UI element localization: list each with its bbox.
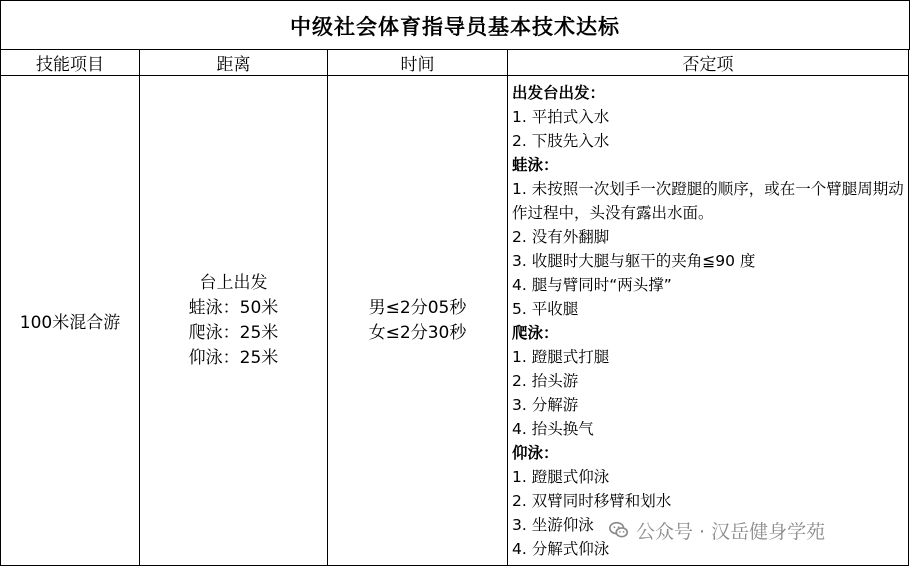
- list-item: 1. 蹬腿式打腿: [512, 348, 610, 366]
- header-skill: 技能项目: [0, 49, 139, 76]
- skill-name: 100米混合游: [19, 313, 121, 333]
- table-title-row: [0, 0, 910, 50]
- list-item: 2. 双臂同时移臂和划水: [512, 492, 672, 510]
- list-item: 5. 平收腿: [512, 300, 579, 318]
- list-item: 4. 抬头换气: [512, 420, 594, 438]
- list-item: 1. 蹬腿式仰泳: [512, 468, 610, 486]
- list-item: 3. 坐游仰泳: [512, 516, 594, 534]
- distance-line: 仰泳：25米: [188, 347, 279, 368]
- time-female: 女≤2分30秒: [368, 322, 467, 343]
- header-distance: 距离: [139, 49, 327, 76]
- watermark: [608, 515, 825, 545]
- section-back-title: 仰泳：: [512, 444, 559, 462]
- skill-cell: [0, 76, 139, 566]
- list-item: 2. 没有外翻脚: [512, 228, 610, 246]
- time-cell: [327, 76, 507, 566]
- list-item: 1. 平拍式入水: [512, 108, 610, 126]
- fail-items-cell: [507, 76, 909, 566]
- time-male: 男≤2分05秒: [368, 297, 467, 318]
- distance-cell: [139, 76, 327, 566]
- header-time: 时间: [327, 49, 507, 76]
- header-row: [0, 49, 910, 76]
- wechat-icon: [608, 519, 630, 541]
- watermark-text: 公众号 · 汉岳健身学苑: [636, 520, 826, 543]
- list-item: 2. 抬头游: [512, 372, 579, 390]
- table-row: [0, 76, 910, 566]
- list-item: 4. 腿与臂同时“两头撑”: [512, 276, 672, 294]
- section-crawl-title: 爬泳：: [512, 324, 559, 342]
- header-fail-items: 否定项: [507, 49, 909, 76]
- table-title: 中级社会体育指导员基本技术达标: [290, 14, 620, 39]
- list-item: 3. 收腿时大腿与躯干的夹角≦90 度: [512, 252, 756, 270]
- section-breast-title: 蛙泳：: [512, 156, 559, 174]
- distance-line: 台上出发: [199, 272, 268, 293]
- list-item: 4. 分解式仰泳: [512, 540, 610, 558]
- distance-line: 蛙泳：50米: [188, 297, 279, 318]
- distance-line: 爬泳：25米: [188, 322, 279, 343]
- list-item: 3. 分解游: [512, 396, 579, 414]
- list-item: 2. 下肢先入水: [512, 132, 610, 150]
- section-start-title: 出发台出发：: [512, 84, 606, 102]
- list-item: 1. 未按照一次划手一次蹬腿的顺序，或在一个臂腿周期动作过程中，头没有露出水面。: [512, 180, 904, 222]
